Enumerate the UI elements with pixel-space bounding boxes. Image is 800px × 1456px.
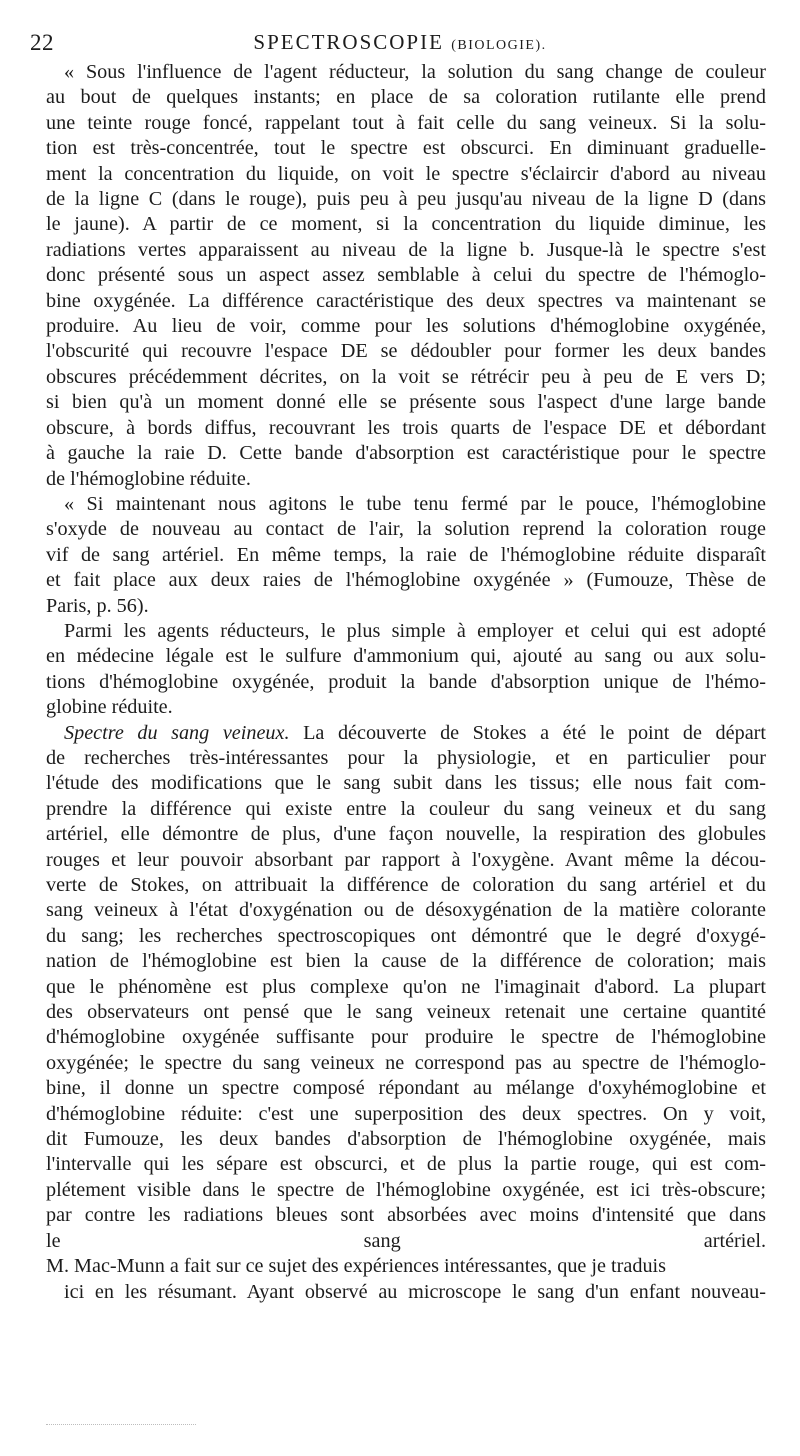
text-line: rouges et leur pouvoir absorbant par rapport à l'oxygène. Avant même la décou- bbox=[46, 848, 766, 871]
text-line: sang veineux à l'état d'oxygénation ou de désoxygénation de la matière colorante bbox=[46, 899, 766, 922]
text-line: Paris, p. 56). bbox=[46, 594, 149, 617]
text-line: si bien qu'à un moment donné elle se présente sous l'aspect d'une large bande bbox=[46, 391, 766, 414]
text-line: donc présenté sous un aspect assez semblable à celui du spectre de l'hémoglo- bbox=[46, 264, 766, 287]
text-line: « Si maintenant nous agitons le tube tenu fermé par le pouce, l'hémoglobine bbox=[64, 492, 766, 515]
text-line: et fait place aux deux raies de l'hémoglobine oxygénée » (Fumouze, Thèse de bbox=[46, 569, 766, 592]
text-line: dit Fumouze, les deux bandes d'absorption de l'hémoglobine oxygénée, mais bbox=[46, 1128, 766, 1151]
body-text bbox=[46, 60, 766, 1305]
text-line: oxygénée; le spectre du sang veineux ne correspond pas au spectre de l'hémoglo- bbox=[46, 1051, 766, 1074]
text-line: l'intervalle qui les sépare est obscurci, et de plus la partie rouge, qui est com- bbox=[46, 1153, 766, 1176]
text-line: en médecine légale est le sulfure d'ammonium qui, ajouté au sang ou aux solu- bbox=[46, 645, 766, 668]
text-line: tion est très-concentrée, tout le spectre est obscurci. En diminuant graduelle- bbox=[46, 137, 766, 160]
text-line: obscure, à bords diffus, recouvrant les trois quarts de l'espace DE et débordant bbox=[46, 416, 766, 439]
text-line: des observateurs ont pensé que le sang veineux retenait une certaine quantité bbox=[46, 1001, 766, 1024]
text-line: l'étude des modifications que le sang subit dans les tissus; elle nous fait com- bbox=[46, 772, 766, 795]
text-line: radiations vertes apparaissent au niveau de la ligne b. Jusque-là le spectre s'est bbox=[46, 238, 766, 261]
text-line: le jaune). A partir de ce moment, si la concentration du liquide diminue, les bbox=[46, 213, 766, 236]
text-line: l'obscurité qui recouvre l'espace DE se dédoubler pour former les deux bandes bbox=[46, 340, 766, 363]
text-line: bine, il donne un spectre composé répondant au mélange d'oxyhémoglobine et bbox=[46, 1077, 766, 1100]
text-line: de la ligne C (dans le rouge), puis peu à peu jusqu'au niveau de la ligne D (dans bbox=[46, 188, 766, 211]
text-line: ment la concentration du liquide, on voit le spectre s'éclaircir d'abord au niveau bbox=[46, 162, 766, 185]
running-title-main: SPECTROSCOPIE bbox=[253, 30, 444, 54]
text-line: du sang; les recherches spectroscopiques ont démontré que le degré d'oxygé- bbox=[46, 924, 766, 947]
text-line: M. Mac-Munn a fait sur ce sujet des expériences intéressantes, que je traduis bbox=[46, 1255, 666, 1278]
text-line: bine oxygénée. La différence caractéristique des deux spectres va maintenant se bbox=[46, 289, 766, 312]
text-line: obscures précédemment décrites, on la voit se rétrécir peu à peu de E vers D; bbox=[46, 365, 766, 388]
text-line: d'hémoglobine oxygénée suffisante pour produire le spectre de l'hémoglobine bbox=[46, 1026, 766, 1049]
text-line: d'hémoglobine réduite: c'est une superposition des deux spectres. On y voit, bbox=[46, 1102, 766, 1125]
text-line: Parmi les agents réducteurs, le plus simple à employer et celui qui est adopté bbox=[64, 619, 766, 642]
footer-rule bbox=[46, 1424, 196, 1425]
text-line: s'oxyde de nouveau au contact de l'air, la solution reprend la coloration rouge bbox=[46, 518, 766, 541]
text-line: prendre la différence qui existe entre la couleur du sang veineux et du sang bbox=[46, 797, 766, 820]
text-line: de recherches très-intéressantes pour la physiologie, et en particulier pour bbox=[46, 746, 766, 769]
text-line: vif de sang artériel. En même temps, la raie de l'hémoglobine réduite disparaît bbox=[46, 543, 766, 566]
text-line: le sang artériel. bbox=[46, 1229, 766, 1252]
text-line: plétement visible dans le spectre de l'hémoglobine oxygénée, est ici très-obscure; bbox=[46, 1178, 766, 1201]
text-line: ici en les résumant. Ayant observé au microscope le sang d'un enfant nouveau- bbox=[64, 1280, 766, 1303]
text-line: nation de l'hémoglobine est bien la cause de la différence de coloration; mais bbox=[46, 950, 766, 973]
text-line: verte de Stokes, on attribuait la différence de coloration du sang artériel et du bbox=[46, 874, 766, 896]
text-line: artériel, elle démontre de plus, d'une façon nouvelle, la respiration des globules bbox=[46, 823, 766, 846]
text-line: une teinte rouge foncé, rappelant tout à fait celle du sang veineux. Si la solu- bbox=[46, 111, 766, 134]
page-number: 22 bbox=[30, 30, 54, 55]
text-line: produire. Au lieu de voir, comme pour les solutions d'hémoglobine oxygénée, bbox=[46, 315, 766, 338]
running-title bbox=[30, 30, 770, 55]
text-line: Spectre du sang veineux. La découverte de Stokes a été le point de départ bbox=[64, 721, 766, 744]
section-heading: Spectre du sang veineux. bbox=[64, 721, 290, 744]
text-line: au bout de quelques instants; en place de sa coloration rutilante elle prend bbox=[46, 86, 766, 109]
text-line: globine réduite. bbox=[46, 696, 173, 719]
text-line: par contre les radiations bleues sont absorbées avec moins d'intensité que dans bbox=[46, 1204, 766, 1227]
text-line: de l'hémoglobine réduite. bbox=[46, 467, 251, 490]
text-line: tions d'hémoglobine oxygénée, produit la bande d'absorption unique de l'hémo- bbox=[46, 670, 766, 693]
text-line: que le phénomène est plus complexe qu'on ne l'imaginait d'abord. La plupart bbox=[46, 975, 766, 998]
page-header bbox=[30, 28, 770, 60]
text-line: à gauche la raie D. Cette bande d'absorption est caractéristique pour le spectre bbox=[46, 442, 766, 465]
text-line: « Sous l'influence de l'agent réducteur, la solution du sang change de couleur bbox=[64, 61, 766, 83]
running-title-subtitle: (BIOLOGIE). bbox=[451, 38, 547, 53]
